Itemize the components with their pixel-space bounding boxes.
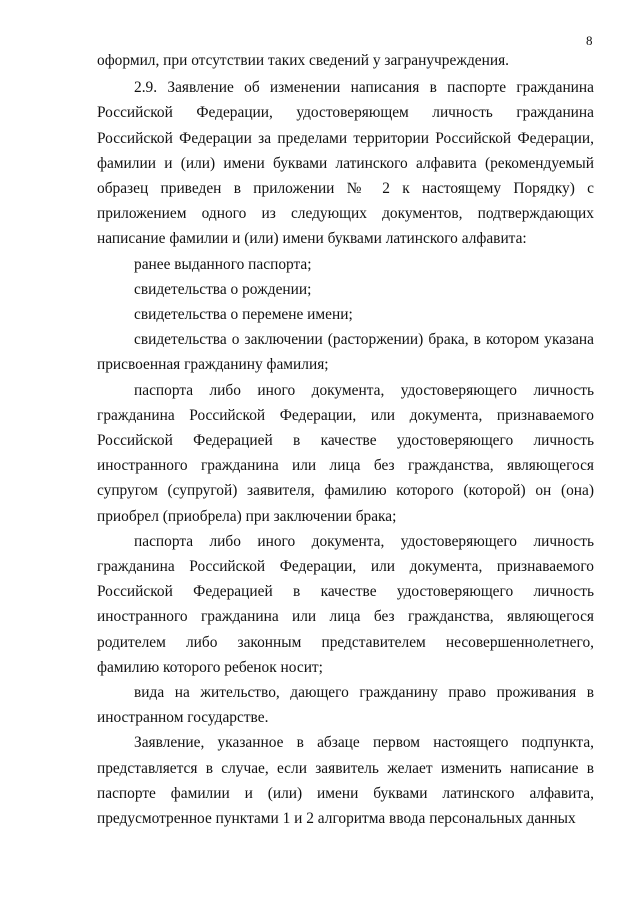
paragraph-continuation: оформил, при отсутствии таких сведений у загранучреждения.	[97, 52, 510, 69]
list-item-parent-passport: паспорта либо иного документа, удостоверяющего личность гражданина Российской Федерации, или документа, признаваемого Российской Федерацией в качестве удостоверяющего личность иностранного гражданина или лица без гражданства, являющегося родителем либо законным представителем несовершеннолетнего, фамилию которого ребенок носит;	[97, 532, 594, 676]
list-item-previous-passport: ранее выданного паспорта;	[134, 255, 312, 273]
list-item-marriage-certificate: свидетельства о заключении (расторжении) брака, в котором указана присвоенная гражданину фамилия;	[97, 331, 594, 374]
list-item-spouse-passport: паспорта либо иного документа, удостоверяющего личность гражданина Российской Федерации, или документа, признаваемого Российской Федерацией в качестве удостоверяющего личность иностранного гражданина или лица без гражданства, являющегося супругом (супругой) заявителя, фамилию которого (которой) он (она) приобрел (приобрела) при заключении брака;	[97, 381, 594, 525]
list-item-name-change-certificate: свидетельства о перемене имени;	[134, 306, 353, 324]
document-body	[97, 48, 594, 831]
page-number: 8	[586, 33, 593, 48]
paragraph-2-9: 2.9. Заявление об изменении написания в паспорте гражданина Российской Федерации, удостоверяющем личность гражданина Российской Федерации за пределами территории Российской Федерации, фамилии и (или) имени буквами латинского алфавита (рекомендуемый образец приведен в приложении № 2 к настоящему Порядку) с приложением одного из следующих документов, подтверждающих написание фамилии и (или) имени буквами латинского алфавита:	[97, 79, 594, 248]
list-item-birth-certificate: свидетельства о рождении;	[134, 280, 312, 298]
list-item-residence-permit: вида на жительство, дающего гражданину право проживания в иностранном государстве.	[97, 684, 594, 727]
paragraph-application-note: Заявление, указанное в абзаце первом настоящего подпункта, представляется в случае, если заявитель желает изменить написание в паспорте фамилии и (или) имени буквами латинского алфавита, предусмотренное пунктами 1 и 2 алгоритма ввода персональных данных	[97, 734, 594, 828]
